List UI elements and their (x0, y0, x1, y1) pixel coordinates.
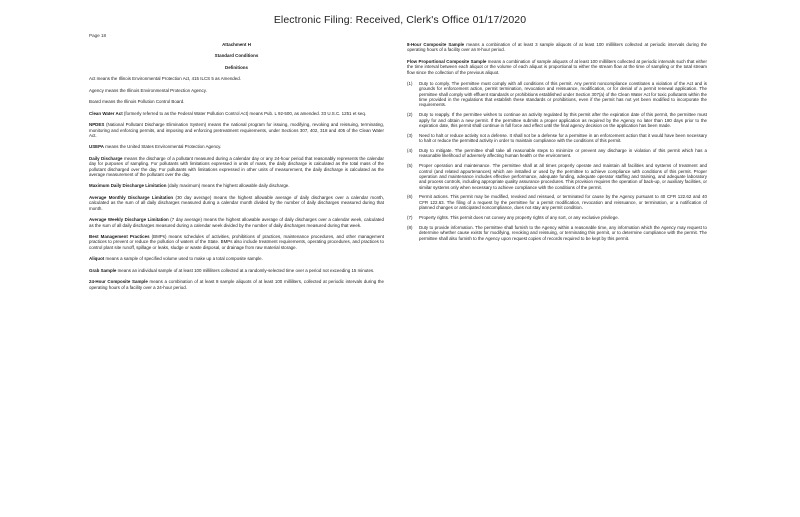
condition-number: (8) (407, 224, 413, 230)
condition-text: Property rights. This permit does not convey any property rights of any sort, or any exclusive privilege. (419, 214, 619, 220)
page-number: Page 18 (89, 33, 107, 38)
definition-paragraph (89, 122, 384, 138)
definition-text: means a combination of at least 3 sample aliquots of at least 100 milliliters collected at periodic intervals during the operating hours of a facility over an 8-hour period. (407, 42, 708, 53)
condition-number: (5) (407, 163, 413, 169)
condition-item (407, 112, 707, 128)
condition-number: (1) (407, 81, 413, 87)
definition-text: (7 day average) means the highest allowable average of daily discharges over a calendar week, calculated as the sum of all daily discharges measured during a calendar week divided by the number of daily discharges measured during that week. (89, 217, 384, 228)
defined-term: Maximum Daily Discharge Limitation (89, 183, 167, 189)
condition-text: Duty to mitigate. The permittee shall take all reasonable steps to minimize or prevent any discharge in violation of this permit which has a reasonable likelihood of adversely affecting human health or the environment. (419, 148, 707, 159)
definition-paragraph (407, 59, 707, 75)
definition-paragraph (89, 183, 384, 188)
condition-item (407, 148, 707, 159)
defined-term: Average Weekly Discharge Limitation (89, 217, 169, 223)
condition-text: Duty to comply. The permittee must comply with all conditions of this permit. Any permit noncompliance constitutes a violation of the Act and is grounds for enforcement action, permit termination, revocation and reissuance, modification, or for denial of a permit renewal application. The permittee shall comply with effluent standards or prohibitions established under Section 307(a) of the Clean Water Act for toxic pollutants within the time provided in the regulations that establish these standards or prohibitions, even if the permit has not yet been modified to incorporate the requirements. (419, 81, 707, 108)
condition-item (407, 163, 707, 190)
defined-term: Aliquot (89, 256, 105, 262)
definition-text: means the United States Environmental Protection Agency. (103, 144, 222, 150)
definition-paragraph (89, 111, 384, 116)
defined-term: NPDES (89, 122, 105, 128)
definition-text: means an individual sample of at least 100 milliliters collected at a randomly-selected time over a period not exceeding 15 minutes. (116, 267, 375, 273)
definition-text: means the discharge of a pollutant measured during a calendar day or any 24-hour period that reasonably represents the calendar day for purposes of sampling. For pollutants with limitations expressed in units of mass, the daily discharge is calculated as the total mass of the pollutant discharged over the day. For pollutants with limitations expressed in other units of measurement, the daily discharge is calculated as the average measurement of the pollutant over the day. (89, 155, 385, 177)
definition-text: (30 day average) means the highest allowable average of daily discharges over a calendar month, calculated as the sum of all daily discharges measured during a calendar month divided by the number of daily discharges measured during that month. (89, 195, 385, 211)
condition-text: Duty to reapply. If the permittee wishes to continue an activity regulated by this permit after the expiration date of this permit, the permittee must apply for and obtain a new permit. If the permittee submits a proper application as required by the Agency no later than 180 days prior to the expiration date, this permit shall continue in full force and effect until the final agency decision on the application has been made. (419, 112, 707, 128)
definition-text: (daily maximum) means the highest allowable daily discharge. (166, 183, 290, 189)
definition-text: Act means the Illinois Environmental Protection Act, 415 ILCS 5 as Amended. (89, 76, 241, 82)
definition-paragraph (89, 156, 384, 177)
condition-item (407, 215, 707, 220)
condition-text: Duty to provide information. The permittee shall furnish to the Agency within a reasonable time, any information which the Agency may request to determine whether cause exists for modifying, revoking and reissuing, or terminating this permit, or to determine compliance with the permit. The permittee shall also furnish to the Agency upon request copies of records required to be kept by this permit. (419, 224, 707, 241)
condition-item (407, 81, 707, 108)
defined-term: USEPA (89, 144, 104, 150)
composite-definitions (407, 42, 707, 75)
conditions-list (407, 81, 707, 241)
condition-text: Permit actions. This permit may be modified, revoked and reissued, or terminated for cause by the Agency pursuant to 40 CFR 122.62 and 40 CFR 122.63. The filing of a request by the permittee for a permit modification, revocation and reissuance, or termination, or a notification of planned changes or anticipated noncompliance, does not stay any permit condition. (419, 194, 707, 211)
definitions-list (89, 76, 384, 290)
condition-number: (3) (407, 132, 413, 138)
definition-text: means a combination of sample aliquots of at least 100 milliliters collected at periodic intervals such that either the time interval between each aliquot or the volume of each aliquot is proportional to either the stream flow at the time of sampling or the total stream flow since the collection of the previous aliquot. (407, 58, 707, 75)
definition-paragraph (407, 42, 707, 53)
definitions-heading: Definitions (225, 64, 248, 70)
definition-paragraph (89, 268, 384, 273)
condition-text: Need to halt or reduce activity not a defense. It shall not be a defense for a permittee in an enforcement action that it would have been necessary to halt or reduce the permitted activity in order to maintain compliance with the conditions of this permit. (419, 132, 707, 144)
definition-text: means a sample of specified volume used to make up a total composite sample. (104, 256, 263, 262)
definition-text: (National Pollutant Discharge Elimination System) means the national program for issuing, modifying, revoking and reissuing, terminating, monitoring and enforcing permits, and imposing and enforcing pretreatment requirements, under Sections 307, 402, 318 and 405 of the Clean Water Act. (89, 122, 384, 138)
definition-text: means a combination of at least 8 sample aliquots of at least 100 milliliters, collected at periodic intervals during the operating hours of a facility over a 24-hour period. (89, 279, 384, 290)
condition-number: (4) (407, 148, 413, 154)
condition-item (407, 194, 707, 210)
definition-paragraph (89, 256, 384, 261)
defined-term: Grab Sample (89, 267, 117, 273)
condition-number: (2) (407, 112, 413, 118)
right-column (407, 42, 707, 245)
definition-paragraph (89, 217, 384, 228)
defined-term: Daily Discharge (89, 155, 123, 161)
defined-term: Clean Water Act (89, 110, 123, 116)
defined-term: 24-Hour Composite Sample (89, 279, 148, 285)
condition-item (407, 225, 707, 241)
condition-text: Proper operation and maintenance. The permittee shall at all times properly operate and maintain all facilities and systems of treatment and control (and related appurtenances) which are installed or used by the permittee to achieve compliance with conditions of this permit. Proper operation and maintenance includes effective performance, adequate funding, adequate operator staffing and training, and adequate laboratory and process controls, including appropriate quality assurance procedures. This provision requires the operation of back-up, or auxiliary facilities, or similar systems only when necessary to achieve compliance with the conditions of the permit. (419, 163, 707, 190)
definition-paragraph (89, 76, 384, 81)
defined-term: Flow Proportional Composite Sample (407, 58, 487, 64)
left-column (89, 42, 384, 296)
definition-paragraph (89, 234, 384, 250)
standard-conditions-title: Standard Conditions (214, 53, 259, 59)
definition-paragraph (89, 88, 384, 93)
condition-number: (7) (407, 214, 413, 220)
filing-stamp-header: Electronic Filing: Received, Clerk's Office 01/17/2020 (273, 14, 527, 26)
condition-number: (6) (407, 194, 413, 200)
condition-item (407, 133, 707, 144)
defined-term: Best Management Practices (89, 234, 150, 240)
defined-term: 8-Hour Composite Sample (407, 42, 465, 47)
attachment-title: Attachment H (222, 42, 251, 47)
definition-paragraph (89, 279, 384, 290)
definition-paragraph (89, 99, 384, 104)
definition-text: (BMPs) means schedules of activities, prohibitions of practices, maintenance procedures, and other management practices to prevent or reduce the pollution of waters of the State. BMPs also include treatment requirements, operating procedures, and practices to control plant site runoff, spillage or leaks, sludge or waste disposal, or drainage from raw material storage. (89, 234, 384, 250)
definition-text: Board means the Illinois Pollution Control Board. (89, 99, 185, 105)
definition-text: (formerly referred to as the Federal Water Pollution Control Act) means Pub. L 92-500, as amended. 33 U.S.C. 1251 et seq. (122, 110, 367, 116)
definition-text: Agency means the Illinois Environmental Protection Agency. (89, 87, 207, 93)
definition-paragraph (89, 195, 384, 211)
definition-paragraph (89, 144, 384, 149)
defined-term: Average Monthly Discharge Limitation (89, 195, 174, 200)
